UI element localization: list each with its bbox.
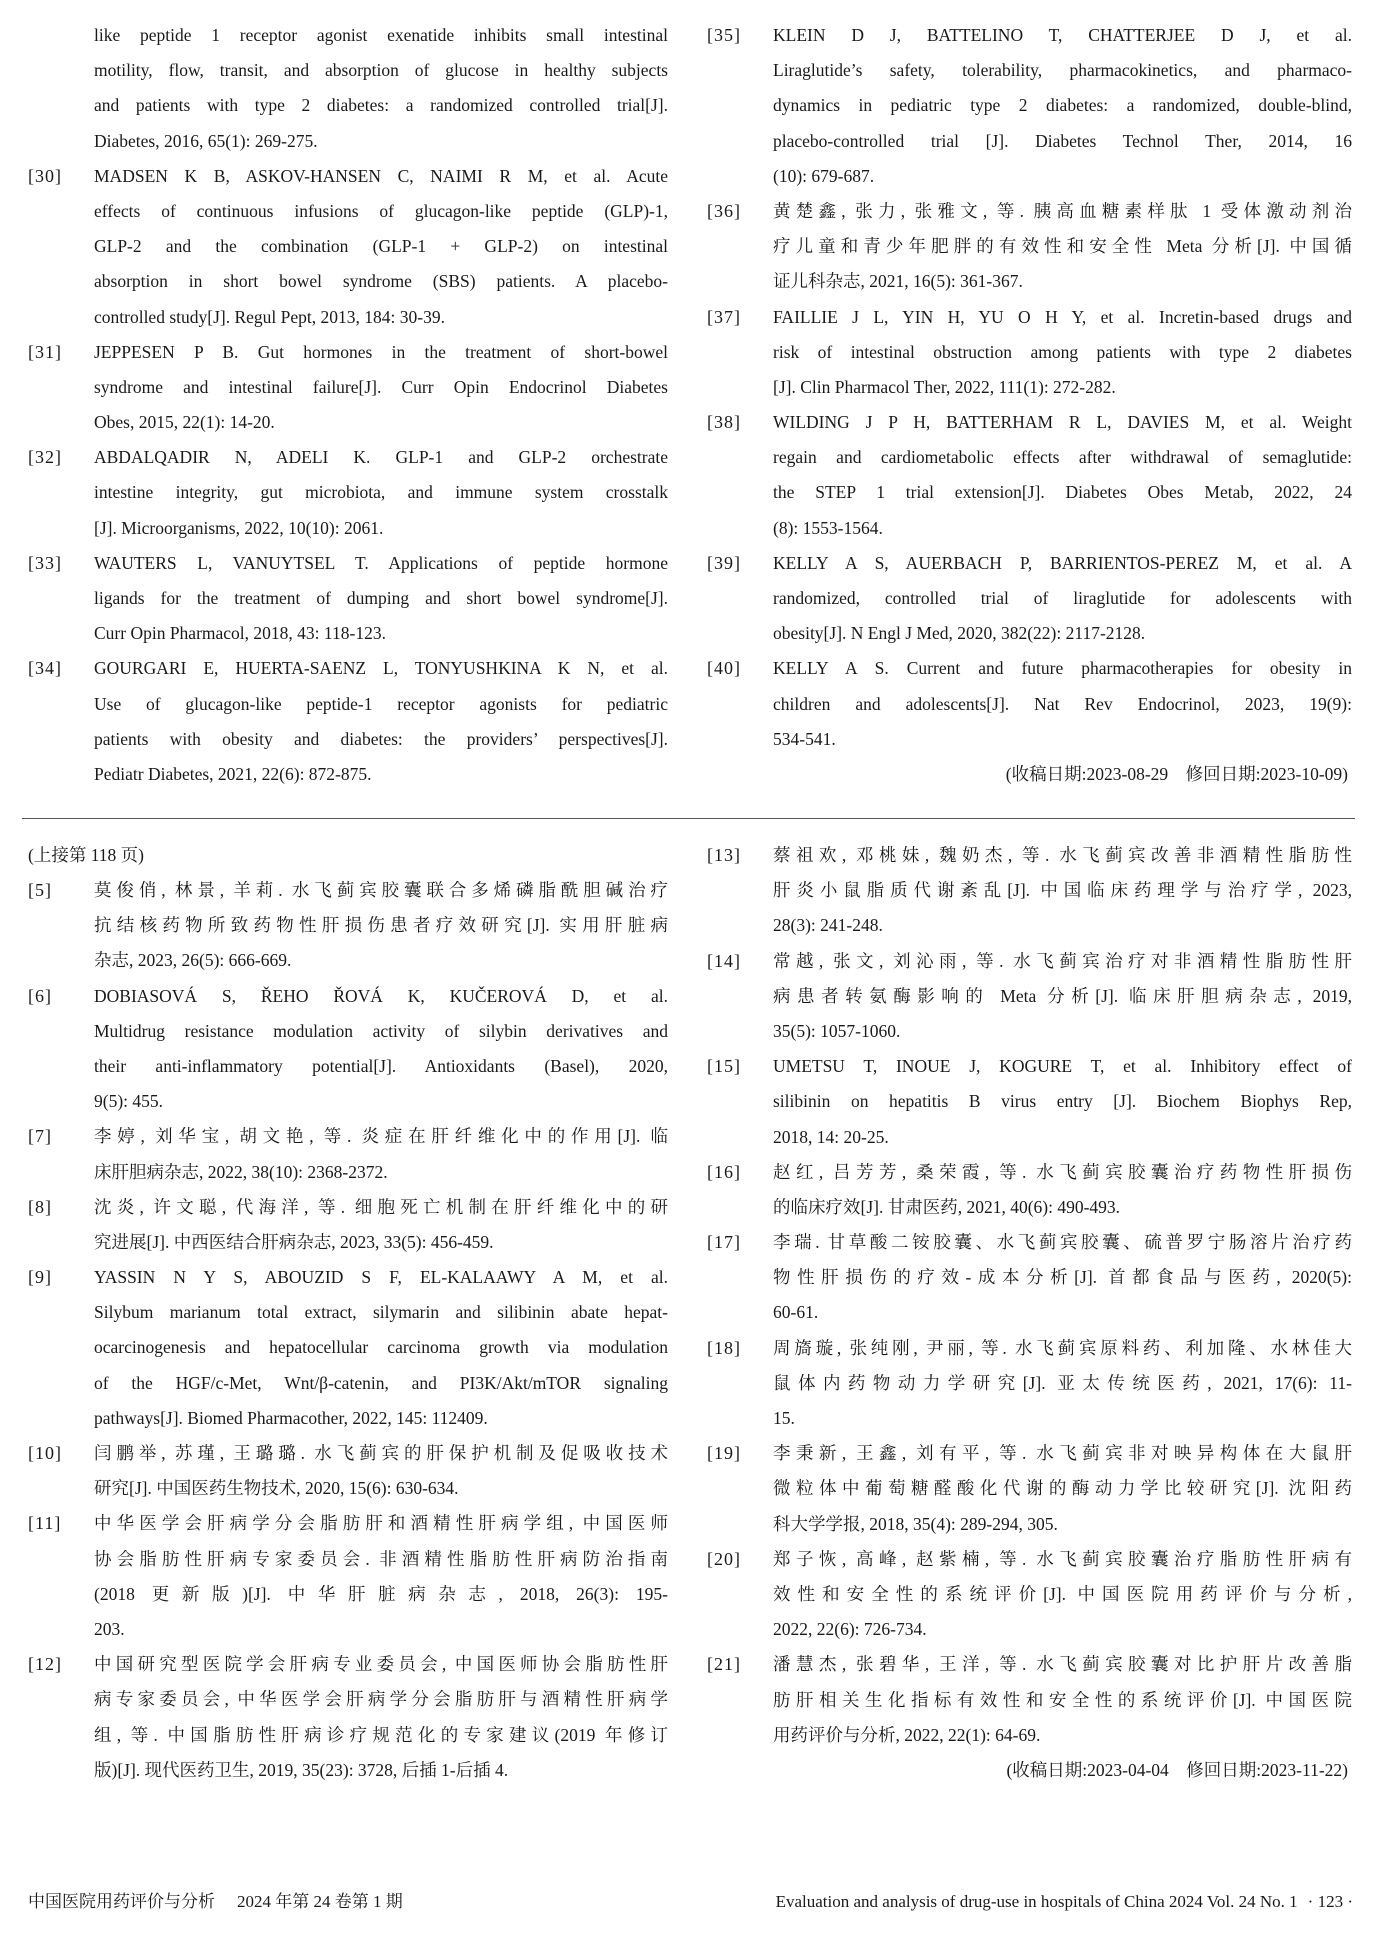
reference-line: absorption in short bowel syndrome (SBS) patients. A placebo-: [94, 271, 668, 292]
reference-item: [707, 1436, 1352, 1542]
reference-number: [12]: [28, 1654, 62, 1675]
reference-line: 郑子恢, 高峰, 赵紫楠, 等. 水飞蓟宾胶囊治疗脂肪性肝病有: [773, 1548, 1352, 1569]
reference-item: [28, 159, 668, 335]
reference-item: [28, 1260, 668, 1436]
reference-line: 李秉新, 王鑫, 刘有平, 等. 水飞蓟宾非对映异构体在大鼠肝: [773, 1443, 1352, 1464]
reference-line: 沈炎, 许文聪, 代海洋, 等. 细胞死亡机制在肝纤维化中的研: [94, 1196, 668, 1217]
reference-line: 莫俊俏, 林景, 羊莉. 水飞蓟宾胶囊联合多烯磷脂酰胆碱治疗: [94, 880, 668, 900]
received-date-note: (收稿日期:2023-04-04 修回日期:2023-11-22): [1006, 1759, 1348, 1780]
reference-line: 抗结核药物所致药物性肝损伤患者疗效研究[J]. 实用肝脏病: [94, 915, 668, 936]
reference-number: [11]: [28, 1513, 62, 1534]
reference-continuation: [28, 18, 668, 159]
reference-line: effects of continuous infusions of glucagon-like peptide (GLP)-1,: [94, 200, 668, 221]
reference-line: the STEP 1 trial extension[J]. Diabetes Obes Metab, 2022, 24: [773, 482, 1352, 503]
reference-number: [8]: [28, 1196, 52, 1217]
reference-line: (8): 1553-1564.: [773, 517, 883, 538]
reference-line: syndrome and intestinal failure[J]. Curr Opin Endocrinol Diabetes: [94, 376, 668, 397]
reference-number: [6]: [28, 985, 52, 1006]
reference-item: [28, 440, 668, 546]
reference-line: 蔡祖欢, 邓桃妹, 魏奶杰, 等. 水飞蓟宾改善非酒精性脂肪性: [773, 845, 1352, 865]
reference-line: like peptide 1 receptor agonist exenatide inhibits small intestinal: [94, 25, 668, 45]
reference-line: 的临床疗效[J]. 甘肃医药, 2021, 40(6): 490-493.: [773, 1196, 1121, 1217]
reference-line: [J]. Clin Pharmacol Ther, 2022, 111(1): 272-282.: [773, 376, 1116, 397]
reference-line: Use of glucagon-like peptide-1 receptor agonists for pediatric: [94, 693, 668, 714]
bottom-left-column: [28, 838, 668, 1788]
reference-line: Curr Opin Pharmacol, 2018, 43: 118-123.: [94, 623, 386, 644]
reference-line: 常越, 张文, 刘沁雨, 等. 水飞蓟宾治疗对非酒精性脂肪性肝: [773, 950, 1352, 971]
reference-number: [35]: [707, 25, 741, 45]
bottom-right-column: [707, 838, 1352, 1788]
reference-line: 李瑞. 甘草酸二铵胶囊、水飞蓟宾胶囊、硫普罗宁肠溶片治疗药: [773, 1232, 1352, 1253]
reference-line: randomized, controlled trial of liraglutide for adolescents with: [773, 588, 1352, 608]
reference-number: [5]: [28, 880, 52, 900]
reference-item: [707, 1155, 1352, 1225]
reference-line: 病专家委员会, 中华医学会肝病学分会脂肪肝与酒精性肝病学: [94, 1689, 668, 1710]
reference-line: 35(5): 1057-1060.: [773, 1020, 901, 1041]
reference-line: MADSEN K B, ASKOV-HANSEN C, NAIMI R M, et al. Acute: [94, 165, 668, 186]
reference-line: UMETSU T, INOUE J, KOGURE T, et al. Inhibitory effect of: [773, 1056, 1352, 1077]
reference-item: [707, 194, 1352, 300]
reference-item: [707, 651, 1352, 757]
reference-line: FAILLIE J L, YIN H, YU O H Y, et al. Incretin-based drugs and: [773, 306, 1352, 327]
reference-line: 证儿科杂志, 2021, 16(5): 361-367.: [773, 271, 1023, 292]
reference-line: 究进展[J]. 中西医结合肝病杂志, 2023, 33(5): 456-459.: [94, 1231, 494, 1252]
reference-line: 效性和安全性的系统评价[J]. 中国医院用药评价与分析,: [773, 1583, 1352, 1604]
reference-line: WILDING J P H, BATTERHAM R L, DAVIES M, et al. Weight: [773, 412, 1352, 433]
continued-from-note: (上接第 118 页): [28, 845, 145, 865]
reference-list: [707, 838, 1352, 1753]
reference-line: GLP-2 and the combination (GLP-1 + GLP-2) on intestinal: [94, 236, 668, 257]
reference-line: pathways[J]. Biomed Pharmacother, 2022, 145: 112409.: [94, 1407, 488, 1428]
reference-line: 周旖璇, 张纯刚, 尹丽, 等. 水飞蓟宾原料药、利加隆、水林佳大: [773, 1337, 1352, 1358]
reference-line: obesity[J]. N Engl J Med, 2020, 382(22): 2117-2128.: [773, 623, 1146, 644]
reference-line: dynamics in pediatric type 2 diabetes: a randomized, double-blind,: [773, 95, 1352, 116]
reference-line: Obes, 2015, 22(1): 14-20.: [94, 412, 275, 433]
reference-item: [707, 18, 1352, 194]
reference-item: [28, 1119, 668, 1189]
reference-list: [28, 159, 668, 792]
reference-line: WAUTERS L, VANUYTSEL T. Applications of peptide hormone: [94, 552, 668, 573]
reference-item: [707, 1225, 1352, 1331]
reference-line: [J]. Microorganisms, 2022, 10(10): 2061.: [94, 517, 384, 538]
reference-number: [40]: [707, 658, 741, 679]
reference-line: children and adolescents[J]. Nat Rev Endocrinol, 2023, 19(9):: [773, 693, 1352, 714]
reference-item: [707, 405, 1352, 546]
reference-number: [37]: [707, 306, 741, 327]
reference-number: [33]: [28, 552, 62, 573]
reference-number: [32]: [28, 447, 62, 468]
reference-line: ligands for the treatment of dumping and short bowel syndrome[J].: [94, 588, 668, 608]
reference-line: GOURGARI E, HUERTA-SAENZ L, TONYUSHKINA K N, et al.: [94, 658, 668, 679]
reference-line: 203.: [94, 1618, 125, 1639]
reference-line: KLEIN D J, BATTELINO T, CHATTERJEE D J, et al.: [773, 25, 1352, 45]
reference-number: [21]: [707, 1654, 741, 1675]
reference-line: JEPPESEN P B. Gut hormones in the treatment of short-bowel: [94, 341, 668, 362]
reference-line: DOBIASOVÁ S, ŘEHO ŘOVÁ K, KUČEROVÁ D, et al.: [94, 985, 668, 1006]
reference-number: [7]: [28, 1126, 52, 1147]
reference-line: 物性肝损伤的疗效-成本分析[J]. 首都食品与医药, 2020(5):: [773, 1267, 1352, 1288]
reference-line: KELLY A S, AUERBACH P, BARRIENTOS-PEREZ M, et al. A: [773, 552, 1352, 573]
reference-number: [13]: [707, 845, 741, 865]
received-date-note: (收稿日期:2023-08-29 修回日期:2023-10-09): [1005, 763, 1348, 784]
reference-line: 60-61.: [773, 1302, 819, 1323]
reference-line: risk of intestinal obstruction among patients with type 2 diabetes: [773, 341, 1352, 362]
reference-line: 黄楚鑫, 张力, 张雅文, 等. 胰高血糖素样肽 1 受体激动剂治: [773, 200, 1352, 221]
reference-line: 中国研究型医院学会肝病专业委员会, 中国医师协会脂肪性肝: [94, 1654, 668, 1675]
reference-line: 中华医学会肝病学分会脂肪肝和酒精性肝病学组, 中国医师: [94, 1513, 668, 1534]
reference-line: Liraglutide’s safety, tolerability, pharmacokinetics, and pharmaco-: [773, 60, 1352, 81]
reference-number: [31]: [28, 341, 62, 362]
reference-line: Pediatr Diabetes, 2021, 22(6): 872-875.: [94, 763, 372, 784]
reference-item: [707, 838, 1352, 944]
reference-line: 病患者转氨酶影响的 Meta 分析[J]. 临床肝胆病杂志, 2019,: [773, 985, 1352, 1006]
reference-line: 床肝胆病杂志, 2022, 38(10): 2368-2372.: [94, 1161, 388, 1182]
reference-number: [17]: [707, 1232, 741, 1253]
journal-name-en: Evaluation and analysis of drug-use in hospitals of China 2024 Vol. 24 No. 1: [775, 1892, 1298, 1911]
reference-line: of the HGF/c-Met, Wnt/β-catenin, and PI3K/Akt/mTOR signaling: [94, 1372, 668, 1393]
reference-item: [707, 1647, 1352, 1753]
reference-line: 微粒体中葡萄糖醛酸化代谢的酶动力学比较研究[J]. 沈阳药: [773, 1478, 1352, 1499]
reference-line: 2022, 22(6): 726-734.: [773, 1619, 927, 1640]
reference-number: [30]: [28, 165, 62, 186]
reference-line: their anti-inflammatory potential[J]. Antioxidants (Basel), 2020,: [94, 1055, 668, 1076]
reference-line: 肝炎小鼠脂质代谢紊乱[J]. 中国临床药理学与治疗学, 2023,: [773, 880, 1352, 901]
page-number: · 123 ·: [1307, 1892, 1353, 1911]
reference-line: YASSIN N Y S, ABOUZID S F, EL-KALAAWY A M, et al.: [94, 1267, 668, 1288]
reference-item: [28, 1506, 668, 1647]
reference-item: [28, 979, 668, 1120]
reference-line: 组, 等. 中国脂肪性肝病诊疗规范化的专家建议(2019 年修订: [94, 1724, 668, 1745]
reference-line: 2018, 14: 20-25.: [773, 1126, 889, 1147]
reference-line: 用药评价与分析, 2022, 22(1): 64-69.: [773, 1724, 1041, 1745]
reference-line: 疗儿童和青少年肥胖的有效性和安全性 Meta 分析[J]. 中国循: [773, 236, 1352, 257]
reference-line: and patients with type 2 diabetes: a randomized controlled trial[J].: [94, 95, 668, 116]
reference-number: [20]: [707, 1548, 741, 1569]
reference-number: [39]: [707, 552, 741, 573]
reference-line: 杂志, 2023, 26(5): 666-669.: [94, 950, 292, 971]
reference-line: Silybum marianum total extract, silymarin and silibinin abate hepat-: [94, 1302, 668, 1323]
reference-item: [28, 335, 668, 441]
reference-item: [28, 1647, 668, 1788]
reference-number: [10]: [28, 1443, 62, 1463]
reference-item: [707, 1542, 1352, 1648]
reference-item: [707, 944, 1352, 1050]
reference-item: [28, 651, 668, 792]
reference-line: 潘慧杰, 张碧华, 王洋, 等. 水飞蓟宾胶囊对比护肝片改善脂: [773, 1654, 1352, 1675]
reference-line: 版)[J]. 现代医药卫生, 2019, 35(23): 3728, 后插 1-后插 4.: [94, 1759, 509, 1780]
reference-line: 研究[J]. 中国医药生物技术, 2020, 15(6): 630-634.: [94, 1478, 459, 1499]
reference-line: 协会脂肪性肝病专家委员会. 非酒精性脂肪性肝病防治指南: [94, 1548, 668, 1569]
reference-line: ocarcinogenesis and hepatocellular carcinoma growth via modulation: [94, 1337, 668, 1358]
journal-name-cn: 中国医院用药评价与分析: [28, 1892, 215, 1911]
section-divider: [22, 818, 1355, 819]
reference-line: 肪肝相关生化指标有效性和安全性的系统评价[J]. 中国医院: [773, 1689, 1352, 1710]
reference-item: [707, 1049, 1352, 1155]
reference-line: (2018 更新版)[J]. 中华肝脏病杂志, 2018, 26(3): 195-: [94, 1583, 668, 1604]
reference-line: regain and cardiometabolic effects after withdrawal of semaglutide:: [773, 447, 1352, 468]
reference-line: 28(3): 241-248.: [773, 915, 883, 936]
reference-line: Diabetes, 2016, 65(1): 269-275.: [94, 130, 318, 151]
top-left-column: [28, 18, 668, 792]
reference-item: [707, 546, 1352, 652]
reference-list: [28, 873, 668, 1788]
reference-number: [15]: [707, 1056, 741, 1077]
reference-line: placebo-controlled trial [J]. Diabetes Technol Ther, 2014, 16: [773, 130, 1352, 151]
reference-number: [34]: [28, 658, 62, 679]
reference-line: patients with obesity and diabetes: the providers’ perspectives[J].: [94, 728, 668, 749]
reference-line: (10): 679-687.: [773, 165, 875, 186]
reference-line: intestine integrity, gut microbiota, and immune system crosstalk: [94, 482, 668, 503]
reference-number: [36]: [707, 200, 741, 221]
page-footer-left: [28, 1890, 403, 1914]
reference-list: [707, 18, 1352, 757]
reference-line: 鼠体内药物动力学研究[J]. 亚太传统医药, 2021, 17(6): 11-: [773, 1372, 1352, 1393]
reference-number: [18]: [707, 1337, 741, 1358]
reference-line: 闫鹏举, 苏瑾, 王璐璐. 水飞蓟宾的肝保护机制及促吸收技术: [94, 1443, 668, 1463]
page-footer-right: [776, 1890, 1353, 1914]
reference-line: 15.: [773, 1408, 795, 1428]
reference-item: [28, 1436, 668, 1506]
reference-line: 李婷, 刘华宝, 胡文艳, 等. 炎症在肝纤维化中的作用[J]. 临: [94, 1126, 668, 1147]
reference-line: 赵红, 吕芳芳, 桑荣霞, 等. 水飞蓟宾胶囊治疗药物性肝损伤: [773, 1161, 1352, 1182]
reference-line: silibinin on hepatitis B virus entry [J]. Biochem Biophys Rep,: [773, 1091, 1352, 1112]
issue-info-cn: 2024 年第 24 卷第 1 期: [237, 1892, 403, 1911]
reference-number: [19]: [707, 1443, 741, 1464]
reference-line: motility, flow, transit, and absorption of glucose in healthy subjects: [94, 60, 668, 81]
reference-line: 科大学学报, 2018, 35(4): 289-294, 305.: [773, 1513, 1058, 1534]
reference-number: [16]: [707, 1161, 741, 1182]
reference-line: 534-541.: [773, 728, 836, 749]
reference-item: [28, 1190, 668, 1260]
reference-line: ABDALQADIR N, ADELI K. GLP-1 and GLP-2 orchestrate: [94, 447, 668, 468]
reference-item: [707, 300, 1352, 406]
reference-line: controlled study[J]. Regul Pept, 2013, 184: 30-39.: [94, 306, 445, 327]
top-right-column: [707, 18, 1352, 792]
reference-number: [38]: [707, 412, 741, 433]
reference-number: [9]: [28, 1267, 52, 1288]
reference-item: [28, 546, 668, 652]
reference-item: [28, 873, 668, 979]
reference-line: 9(5): 455.: [94, 1091, 164, 1112]
reference-item: [707, 1331, 1352, 1437]
reference-number: [14]: [707, 950, 741, 971]
reference-line: Multidrug resistance modulation activity of silybin derivatives and: [94, 1020, 668, 1041]
reference-line: KELLY A S. Current and future pharmacotherapies for obesity in: [773, 658, 1352, 679]
